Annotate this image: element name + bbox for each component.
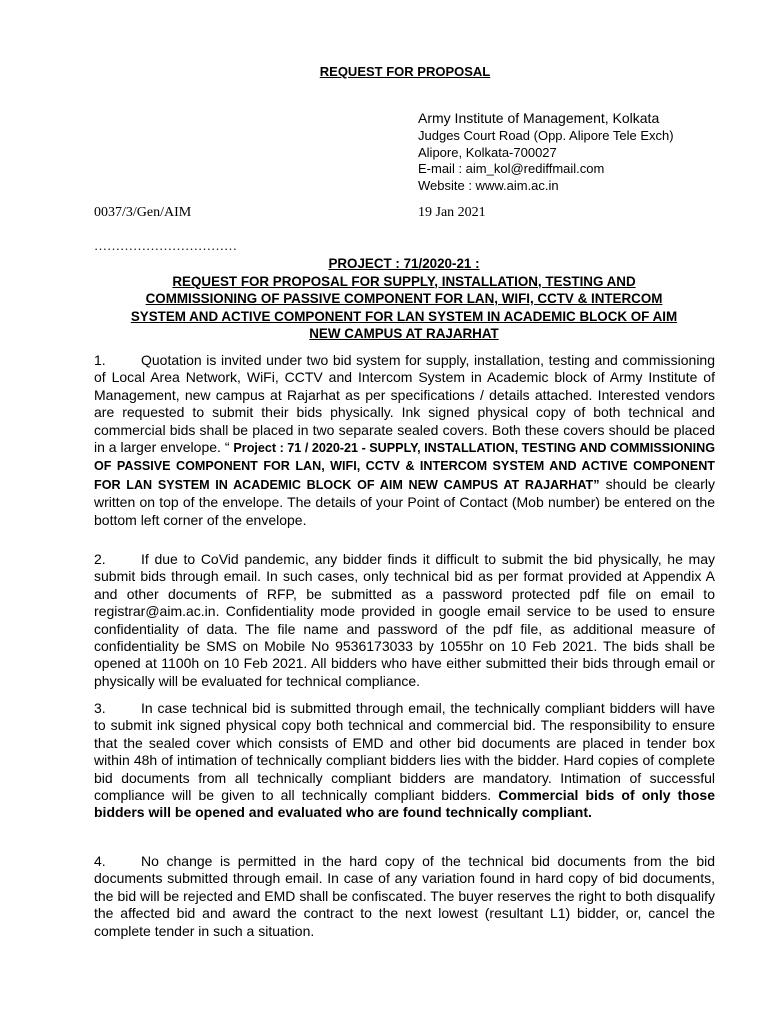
paragraph-number: 3. bbox=[94, 700, 106, 716]
email-line: E-mail : aim_kol@rediffmail.com bbox=[418, 161, 605, 176]
project-heading-line: COMMISSIONING OF PASSIVE COMPONENT FOR LAN, WIFI, CCTV & INTERCOM bbox=[145, 291, 663, 306]
paragraph-text: In case technical bid is submitted through email, the technically compliant bidders will have to submit ink signed physical copy both technical and commercial bid. The responsibility to ensure that the sealed cover which consists of EMD and other bid documents are placed in tender box within 48h of intimation of technically compliant bidders lies with the bidder. Hard copies of complete bid documents from all technically compliant bidders are mandatory. Intimation of successful compliance will be given to all technically compliant bidders. bbox=[94, 700, 715, 804]
project-heading-line: PROJECT : 71/2020-21 : bbox=[328, 256, 480, 271]
paragraph-2 bbox=[94, 551, 715, 690]
paragraph-number: 2. bbox=[94, 551, 106, 567]
project-heading-line: REQUEST FOR PROPOSAL FOR SUPPLY, INSTALLATION, TESTING AND bbox=[172, 273, 636, 289]
paragraph-text: If due to CoVid pandemic, any bidder finds it difficult to submit the bid physically, he may submit bids through email. In such cases, only technical bid as per format provided at Appendix A and other documents of RFP, be submitted as a password protected pdf file on email to registrar@aim.ac.in. Confidentiality mode provided in google email service to be used to ensure confidentiality of data. The file name and password of the pdf file, as additional measure of confidentiality be SMS on Mobile No 9536173033 by 1055hr on 10 Feb 2021. The bids shall be opened at 1100h on 10 Feb 2021. All bidders who have either submitted their bids through email or physically will be evaluated for technical compliance. bbox=[94, 551, 715, 689]
paragraph-text: No change is permitted in the hard copy of the technical bid documents from the bid documents submitted through email. In case of any variation found in hard copy of bid documents, the bid will be rejected and EMD shall be confiscated. The buyer reserves the right to both disqualify the affected bid and award the contract to the next lowest (resultant L1) bidder, or, cancel the complete tender in such a situation. bbox=[94, 853, 715, 939]
paragraph-bold-text: Commercial bids of only those bidders will be opened and evaluated who are found technically compliant. bbox=[94, 787, 715, 821]
paragraph-3 bbox=[94, 700, 715, 822]
paragraph-number: 4. bbox=[94, 853, 106, 869]
project-heading-line: NEW CAMPUS AT RAJARHAT bbox=[309, 326, 499, 341]
paragraph-bold-text: Project : 71 / 2020-21 - SUPPLY, INSTALLATION, TESTING AND COMMISSIONING OF PASSIVE COMPONENT FOR LAN, WIFI, CCTV & INTERCOM SYSTEM AND ACTIVE COMPONENT FOR LAN SYSTEM IN ACADEMIC BLOCK OF AIM NEW CAMPUS AT RAJARHAT” bbox=[94, 441, 715, 492]
document-date: 19 Jan 2021 bbox=[418, 205, 486, 220]
address-line: Alipore, Kolkata-700027 bbox=[418, 144, 557, 160]
paragraph-1 bbox=[94, 352, 715, 529]
project-heading bbox=[94, 255, 714, 343]
organization-address bbox=[418, 128, 674, 194]
paragraph-text: Quotation is invited under two bid system for supply, installation, testing and commissioning of Local Area Network, WiFi, CCTV and Intercom System in Academic block of Army Institute of Management, new campus at Rajarhat as per specifications / details attached. Interested vendors are requested to submit their bids physically. Ink signed physical copy of both technical and commercial bids shall be placed in two separate sealed covers. Both these covers should be placed in a larger envelope. “ bbox=[94, 352, 715, 456]
paragraph-4 bbox=[94, 853, 715, 940]
document-title: REQUEST FOR PROPOSAL bbox=[319, 64, 491, 79]
project-heading-line: SYSTEM AND ACTIVE COMPONENT FOR LAN SYSTEM IN ACADEMIC BLOCK OF AIM bbox=[130, 308, 678, 324]
website-line: Website : www.aim.ac.in bbox=[418, 177, 559, 193]
reference-number: 0037/3/Gen/AIM bbox=[94, 205, 192, 220]
dotted-line: …………………………… bbox=[94, 238, 237, 253]
organization-name: Army Institute of Management, Kolkata bbox=[418, 110, 660, 126]
paragraph-text: should be clearly written on top of the envelope. The details of your Point of Contact (Mob number) be entered on the bottom left corner of the envelope. bbox=[94, 475, 715, 528]
paragraph-number: 1. bbox=[94, 352, 106, 368]
address-line: Judges Court Road (Opp. Alipore Tele Exch) bbox=[418, 128, 674, 143]
